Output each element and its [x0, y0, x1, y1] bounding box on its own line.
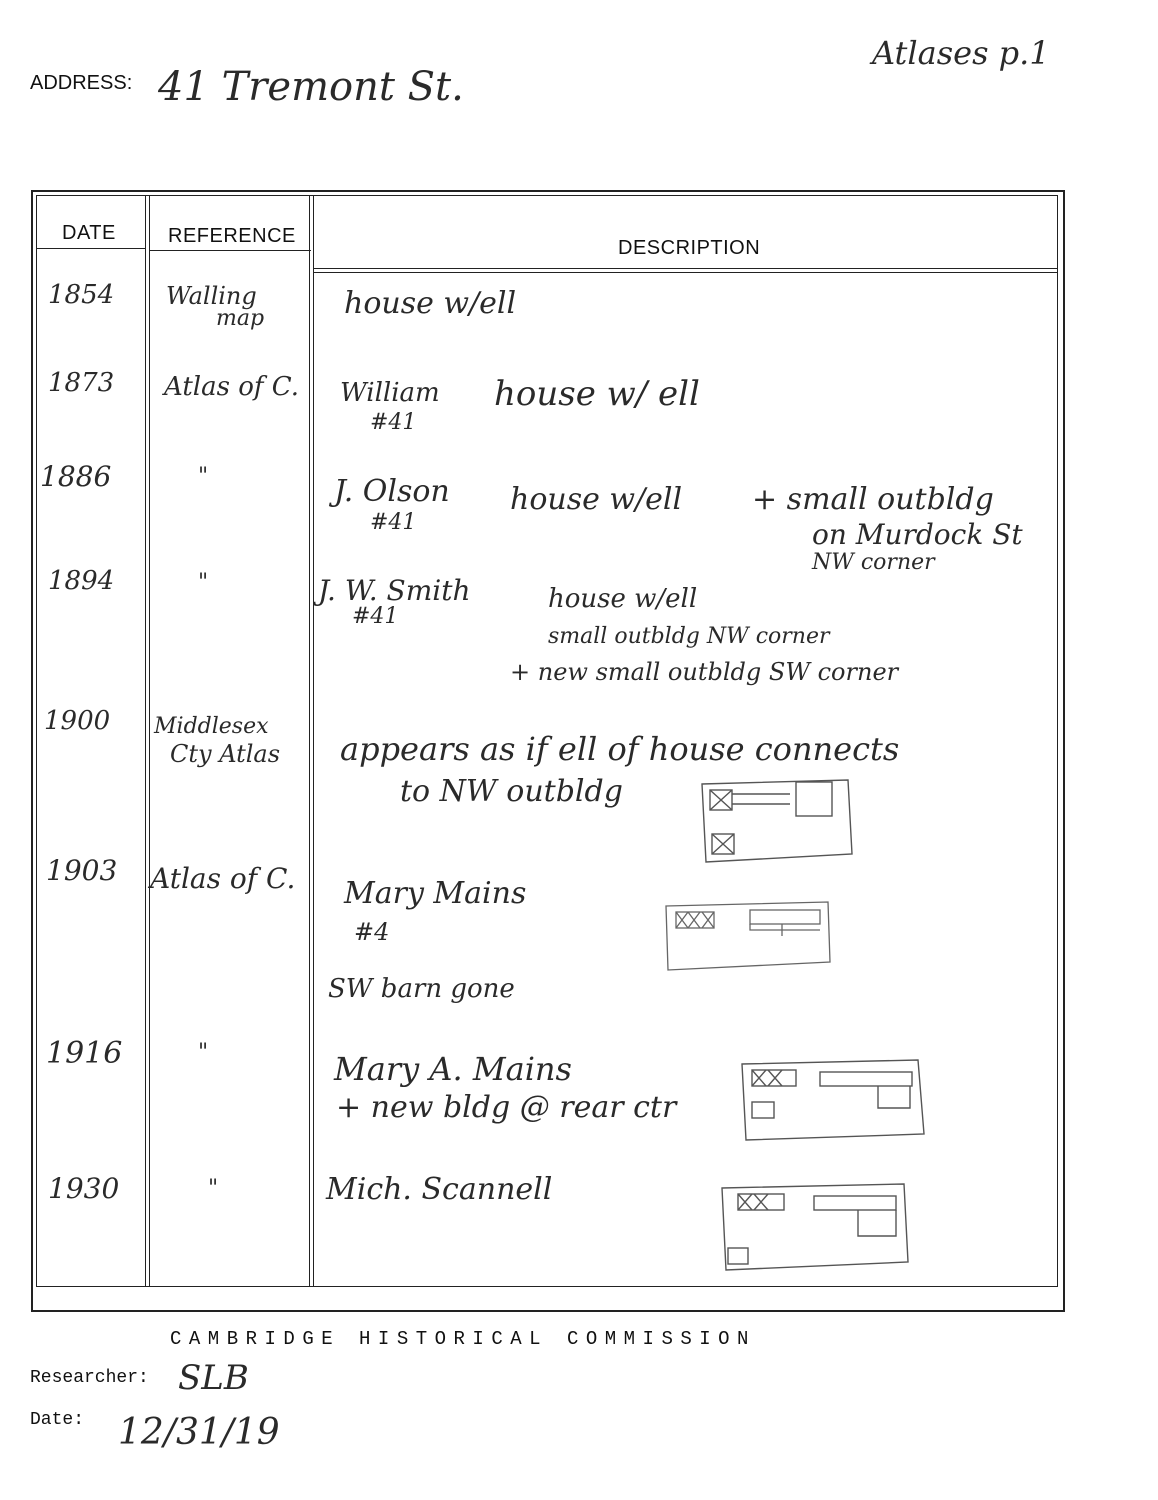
entry-owner: Mary Mains	[344, 876, 527, 911]
entry-description: + new bldg @ rear ctr	[336, 1090, 677, 1125]
footer-organization: CAMBRIDGE HISTORICAL COMMISSION	[170, 1328, 756, 1350]
header-rule-left	[36, 248, 146, 249]
entry-date: 1886	[40, 460, 112, 493]
entry-reference: Atlas of C.	[164, 372, 299, 402]
entry-description: appears as if ell of house connects	[340, 730, 900, 768]
entry-date: 1916	[46, 1036, 123, 1071]
entry-description: SW barn gone	[328, 974, 515, 1004]
researcher-value: SLB	[178, 1358, 249, 1398]
entry-reference: Atlas of C.	[150, 862, 296, 895]
entry-reference: Middlesex	[154, 714, 269, 739]
header-date: DATE	[62, 222, 116, 244]
entry-description: NW corner	[812, 550, 935, 575]
entry-description: on Murdock St	[812, 518, 1023, 551]
entry-owner-number: #41	[352, 604, 399, 629]
entry-owner: J. W. Smith	[318, 574, 471, 607]
lot-sketch-1930	[718, 1178, 914, 1274]
entry-date: 1894	[48, 566, 115, 596]
entry-reference: "	[198, 1040, 209, 1065]
entry-description: to NW outbldg	[400, 774, 623, 809]
lot-sketch-1900	[698, 774, 858, 866]
header-reference: REFERENCE	[168, 225, 296, 247]
entry-reference: map	[216, 306, 265, 331]
entry-description: + small outbldg	[752, 482, 994, 517]
lot-sketch-1903	[662, 896, 836, 974]
column-divider-reference-2	[313, 195, 314, 1287]
entry-owner: J. Olson	[334, 474, 450, 509]
entry-description: house w/ell	[548, 584, 698, 614]
entry-date: 1854	[48, 280, 115, 310]
entry-description: house w/ell	[510, 482, 683, 517]
date-label: Date:	[30, 1410, 85, 1430]
entry-reference: "	[198, 570, 209, 595]
address-value: 41 Tremont St.	[158, 64, 464, 110]
column-divider-date-2	[149, 195, 150, 1287]
header-rule-mid	[149, 250, 311, 251]
date-value: 12/31/19	[118, 1412, 280, 1453]
entry-owner-number: #41	[370, 510, 417, 535]
entry-date: 1930	[48, 1172, 120, 1205]
entry-owner: Mary A. Mains	[334, 1050, 572, 1088]
entry-reference: "	[208, 1176, 219, 1201]
header-rule-right	[313, 268, 1058, 269]
researcher-label: Researcher:	[30, 1368, 149, 1388]
entry-description: + new small outbldg SW corner	[510, 658, 899, 686]
entry-description: house w/ ell	[494, 374, 700, 414]
entry-owner: Mich. Scannell	[326, 1172, 553, 1207]
entry-date: 1900	[44, 706, 111, 736]
lot-sketch-1916	[738, 1054, 928, 1144]
header-rule-right-2	[313, 272, 1058, 273]
corner-note: Atlases p.1	[872, 34, 1050, 72]
entry-reference: Walling	[166, 282, 257, 310]
entry-reference: Cty Atlas	[170, 740, 281, 768]
entry-description: small outbldg NW corner	[548, 624, 830, 649]
address-label: ADDRESS:	[30, 72, 133, 94]
entry-owner-number: #41	[370, 410, 417, 435]
entry-date: 1873	[48, 368, 115, 398]
entry-owner: William	[340, 378, 440, 408]
entry-description: house w/ell	[344, 286, 517, 321]
entry-reference: "	[198, 464, 209, 489]
column-divider-date	[145, 195, 146, 1287]
header-description: DESCRIPTION	[618, 237, 761, 259]
column-divider-reference	[309, 195, 310, 1287]
entry-date: 1903	[46, 854, 118, 887]
entry-owner-number: #4	[354, 918, 390, 946]
